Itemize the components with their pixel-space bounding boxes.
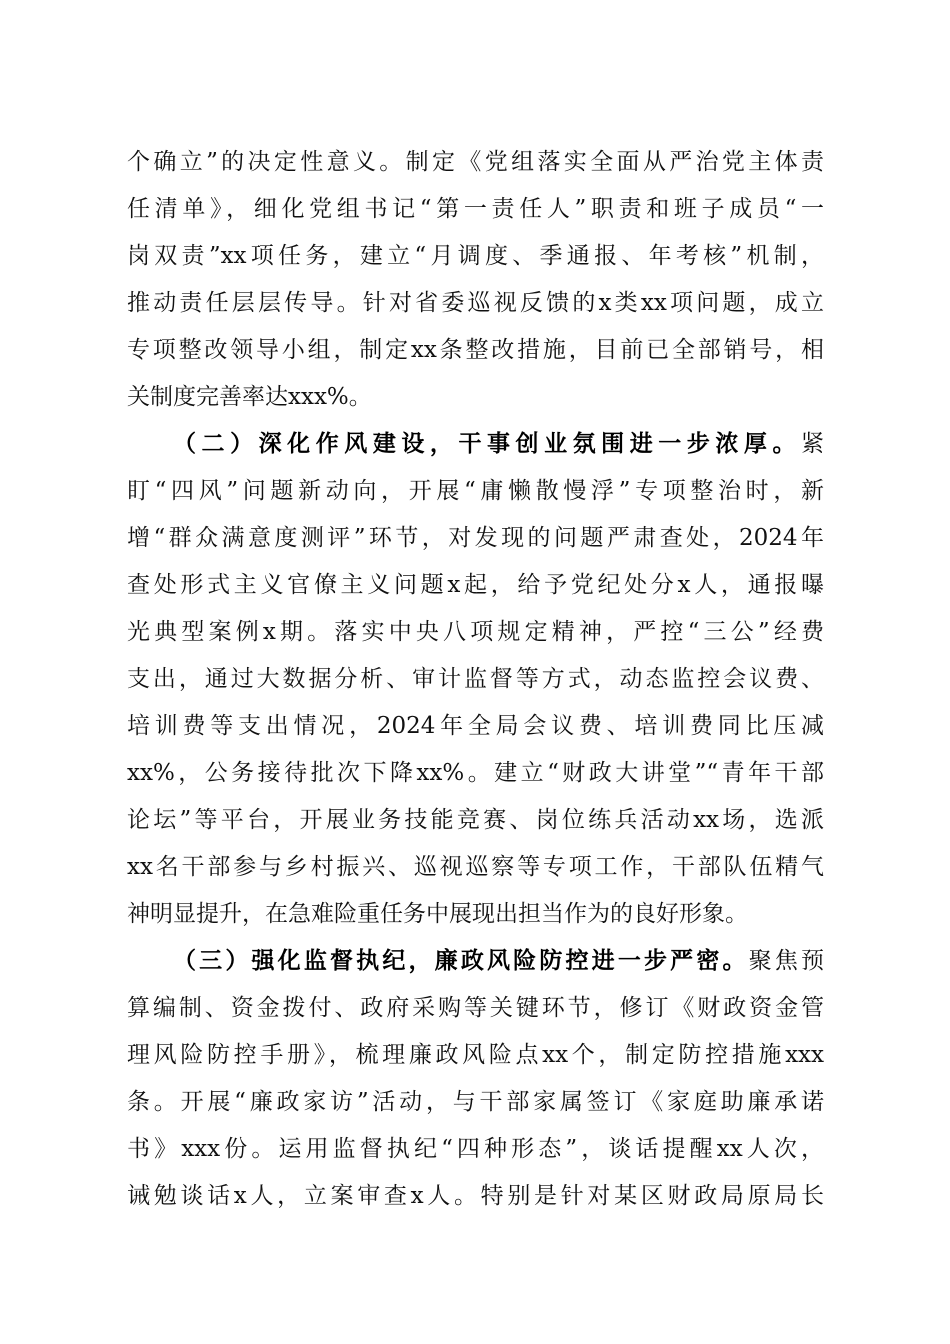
- paragraph-2-line-9: 论坛”等平台，开展业务技能竞赛、岗位练兵活动xx场，选派: [127, 807, 824, 833]
- paragraph-1-line-1: 个确立”的决定性意义。制定《党组落实全面从严治党主体责: [127, 149, 824, 175]
- paragraph-1-line-6: 关制度完善率达xxx%。: [127, 384, 372, 410]
- paragraph-3-first-line-rest: 聚焦预: [748, 948, 825, 974]
- paragraph-3-heading: （三）强化监督执纪，廉政风险防控进一步严密。: [173, 947, 749, 974]
- paragraph-2-line-6: 支出，通过大数据分析、审计监督等方式，动态监控会议费、: [127, 666, 824, 692]
- paragraph-2-line-2: 盯“四风”问题新动向，开展“庸懒散慢浮”专项整治时，新: [127, 478, 824, 504]
- paragraph-2-line-11: 神明显提升，在急难险重任务中展现出担当作为的良好形象。: [127, 901, 748, 927]
- paragraph-3-line-4: 条。开展“廉政家访”活动，与干部家属签订《家庭助廉承诺: [127, 1089, 824, 1115]
- paragraph-2-line-5: 光典型案例x期。落实中央八项规定精神，严控“三公”经费: [127, 619, 824, 645]
- paragraph-3-first-line: [173, 941, 824, 981]
- paragraph-1-line-2: 任清单》，细化党组书记“第一责任人”职责和班子成员“一: [127, 196, 824, 222]
- paragraph-1-line-5: 专项整改领导小组，制定xx条整改措施，目前已全部销号，相: [127, 337, 824, 363]
- paragraph-2-line-3: 增“群众满意度测评”环节，对发现的问题严肃查处，2024年: [127, 525, 824, 551]
- paragraph-2-line-8: xx%，公务接待批次下降xx%。建立“财政大讲堂”“青年干部: [127, 760, 824, 786]
- paragraph-2-line-10: xx名干部参与乡村振兴、巡视巡察等专项工作，干部队伍精气: [127, 854, 824, 880]
- paragraph-2-first-line-rest: 紧: [801, 431, 824, 457]
- paragraph-3-line-5: 书》xxx份。运用监督执纪“四种形态”，谈话提醒xx人次，: [127, 1136, 824, 1162]
- paragraph-3-line-2: 算编制、资金拨付、政府采购等关键环节，修订《财政资金管: [127, 995, 824, 1021]
- paragraph-2-heading: （二）深化作风建设，干事创业氛围进一步浓厚。: [173, 430, 801, 457]
- paragraph-3-line-6: 诫勉谈话x人，立案审查x人。特别是针对某区财政局原局长: [127, 1183, 824, 1209]
- paragraph-1-line-3: 岗双责”xx项任务，建立“月调度、季通报、年考核”机制，: [127, 243, 824, 269]
- paragraph-2-line-7: 培训费等支出情况，2024年全局会议费、培训费同比压减: [127, 713, 824, 739]
- paragraph-1-line-4: 推动责任层层传导。针对省委巡视反馈的x类xx项问题，成立: [127, 290, 824, 316]
- paragraph-2-line-4: 查处形式主义官僚主义问题x起，给予党纪处分x人，通报曝: [127, 572, 824, 598]
- paragraph-3-line-3: 理风险防控手册》，梳理廉政风险点xx个，制定防控措施xxx: [127, 1042, 824, 1068]
- paragraph-2-first-line: [173, 424, 824, 464]
